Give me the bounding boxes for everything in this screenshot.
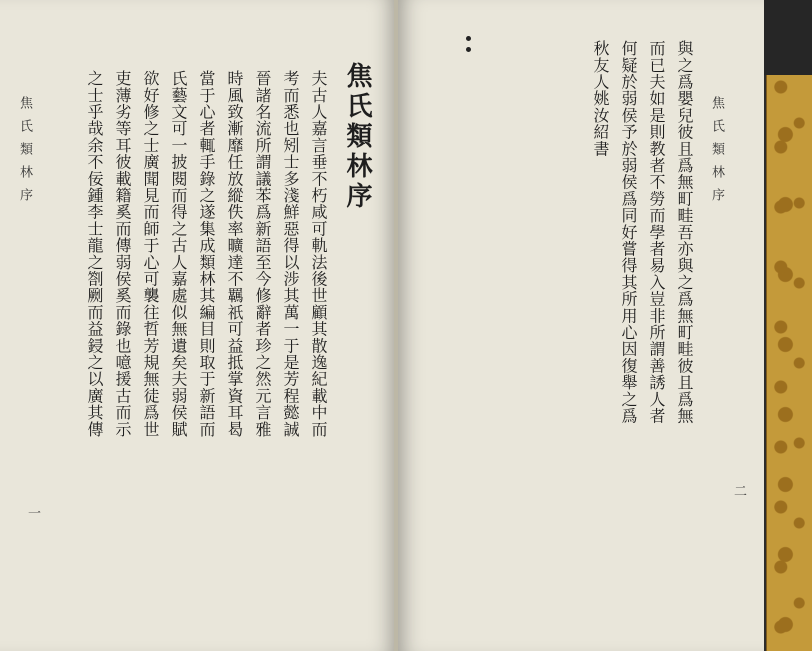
text-column: 夫古人嘉言垂不朽咸可軌法後世顧其散逸紀載中而 [309,70,328,438]
page-number: 二 [731,484,746,497]
text-column: 而已夫如是則教者不勞而學者易入豈非所謂善誘人者 [647,40,666,425]
right-page [398,0,764,651]
text-column: 秋友人姚汝紹書 [591,40,610,157]
text-column: 吏薄劣等耳彼載籍奚而傳弱侯奚而錄也噫援古而示 [113,70,132,438]
left-page [0,0,396,651]
text-column: 氏藝文可一披閱而得之古人嘉處似無遺矣夫弱侯賦 [169,70,188,438]
text-column: 考而悉也矧士多淺鮮惡得以涉其萬一于是芳程懿誠 [281,70,300,438]
text-column: 之士乎哉余不佞鍾李士龍之劄劂而益鋟之以廣其傳 [85,70,104,438]
page-title: 焦氏類林序 [342,62,372,212]
text-column: 與之爲嬰兒彼且爲無町畦吾亦與之爲無町畦彼且爲無 [675,40,694,425]
background-edge [764,0,812,75]
running-title: 焦氏類林序 [709,96,724,211]
page-number: 一 [25,506,40,519]
ink-mark [466,36,471,58]
text-column: 欲好修之士廣聞見而師于心可襲往哲芳規無徒爲世 [141,70,160,438]
text-column: 當于心者輒手錄之遂集成類林其編目則取于新語而 [197,70,216,438]
running-title: 焦氏類林序 [17,96,32,211]
text-column: 晉諸名流所謂議苯爲新語至今修辭者珍之然元言雅 [253,70,272,438]
decorative-bookmark [766,75,812,651]
text-column: 時風致漸靡任放縱佚率曠達不羈祇可益抵掌資耳曷 [225,70,244,438]
text-column: 何疑於弱侯予於弱侯爲同好嘗得其所用心因復舉之爲 [619,40,638,425]
